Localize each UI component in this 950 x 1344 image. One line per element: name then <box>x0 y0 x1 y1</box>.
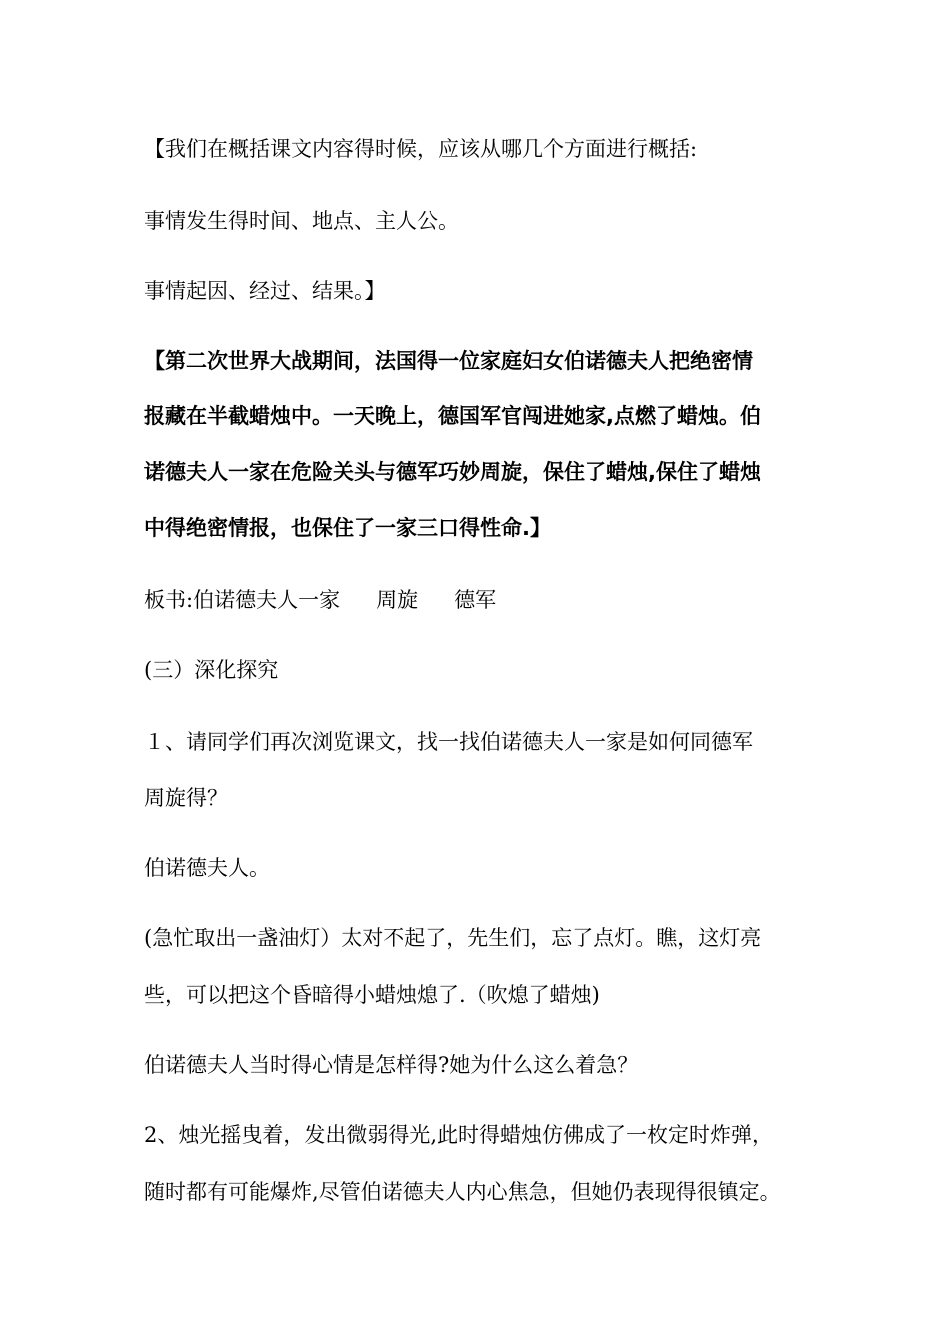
question-1-line-2: 周旋得？ <box>144 786 228 810</box>
blackboard-family: 板书:伯诺德夫人一家 <box>144 588 341 612</box>
question-mood: 伯诺德夫人当时得心情是怎样得?她为什么这么着急？ <box>144 1053 639 1077</box>
paragraph-cause-result: 事情起因、经过、结果。】 <box>144 279 386 303</box>
summary-line-2: 报藏在半截蜡烛中。一天晚上，德国军官闯进她家,点燃了蜡烛。伯 <box>144 404 761 428</box>
question-2-line-2: 随时都有可能爆炸,尽管伯诺德夫人内心焦急，但她仍表现得很镇定。 <box>144 1180 781 1204</box>
dialogue-line-1: (急忙取出一盏油灯）太对不起了，先生们，忘了点灯。瞧，这灯亮 <box>144 926 762 950</box>
question-1-line-1: １、请同学们再次浏览课文，找一找伯诺德夫人一家是如何同德军 <box>144 730 753 754</box>
paragraph-summary-question: 【我们在概括课文内容得时候，应该从哪几个方面进行概括: <box>144 137 698 161</box>
blackboard-dejun: 德军 <box>454 588 497 612</box>
paragraph-time-place: 事情发生得时间、地点、主人公。 <box>144 209 459 233</box>
summary-line-1: 【第二次世界大战期间，法国得一位家庭妇女伯诺德夫人把绝密情 <box>144 349 753 373</box>
section-heading: (三）深化探究 <box>144 658 279 682</box>
speaker-label: 伯诺德夫人。 <box>144 856 270 880</box>
blackboard-zhouxuan: 周旋 <box>376 588 419 612</box>
blackboard-notes <box>144 585 844 615</box>
summary-line-3: 诺德夫人一家在危险关头与德军巧妙周旋，保住了蜡烛,保住了蜡烛 <box>144 460 761 484</box>
question-2-line-1: 2、烛光摇曳着，发出微弱得光,此时得蜡烛仿佛成了一枚定时炸弹， <box>144 1123 774 1147</box>
dialogue-line-2: 些，可以把这个昏暗得小蜡烛熄了.（吹熄了蜡烛) <box>144 983 600 1007</box>
summary-line-4: 中得绝密情报，也保住了一家三口得性命.】 <box>144 516 551 540</box>
